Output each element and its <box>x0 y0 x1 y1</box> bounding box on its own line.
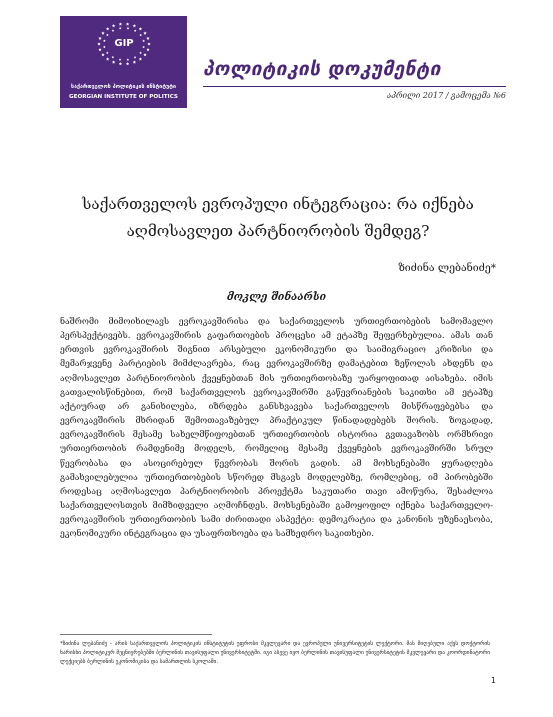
logo-star <box>112 56 115 59</box>
logo-star <box>142 40 145 43</box>
logo-star <box>133 60 136 63</box>
logo-star <box>103 39 106 42</box>
abstract-body: ნაშრომი მიმოიხილავს ევროკავშირისა და საქართველოს ურთიერთობების სამომავლო პერსპექტივებს. ევროკავშირის გაფართოების პროცესი ამ ეტაპზე შეფერხებულია. ამას თან ერთვის ევროკავშირის შიგნით არსებული ეკონომიკური და საიმიგრაციო კრიზისი და მემარჯვენე პარტიების მიმძლავრება, რაც ევროკავშირზე დამატებით ზეწოლას ახდენს და აღმოსავლეთ პარტნიორობის ქვეყნებთან მის ურთიერთობაზე უარყოფითად აისახება. იმის გათვალისწინებით, რომ საქართველოს ევროკავშირში გაწევრიანების საკითხი ამ ეტაპზე აქტიურად არ განიხილება, იზრდება განსხვავება საქართველოს მისწრაფებებსა და ევროკავშირის მხრიდან შემოთავაზებულ პრაქტიკულ წინადადებებს შორის. ზოგადად, ევროკავშირის მესამე სახელმწიფოებთან ურთიერთობის ისტორია გვთავაზობს ორმხრივი ურთიერთობის რამდენიმე მოდელს, რომელიც მესამე ქვეყნების ევროკავშირში სრულ წევრობასა და ასოცირებულ წევრობას შორის გადის. ამ მოხსენებაში ყურადღება გამახვილებულია ურთიერთობების სწორედ მსგავს მოდელებზე, რომლებიც, იმ პირობებში როდესაც აღმოსავლეთ პარტნიორობის პროექტმა საკუთარი თავი ამოწურა, შესაძლოა საქართველოსთვის მიმზიდველი აღმოჩნდეს. მოხსენებაში გამოყოფილ იქნება საქართველო-ევროკავშირის ურთიერთობის სამი ძირითადი ასპექტი: დემოკრატია და კანონის უზენაესობა, ეკონომიკური ინტეგრაცია და უსაფრთხოება და სამხედრო საკითხები. <box>60 317 493 540</box>
logo-star <box>139 27 142 30</box>
footnote-divider <box>60 634 212 635</box>
logo-star <box>106 34 109 37</box>
logo-star <box>119 58 122 61</box>
abstract-heading: მოკლე შინაარსი <box>226 291 327 303</box>
logo-star <box>147 42 150 45</box>
logo-star <box>133 24 136 27</box>
logo-star <box>146 48 149 51</box>
issue-info: აპრილი 2017 / გამოცემა №6 <box>386 91 506 100</box>
logo-star <box>101 31 104 34</box>
header-divider <box>203 86 506 87</box>
logo-star <box>143 53 146 56</box>
title-line-1: საქართველოს ევროპული ინტეგრაცია: რა იქნება <box>82 195 474 213</box>
footnote: *ზიძინა ლებანიძე - არის საქართველოს პოლიტიკის ინსტიტუტის უფროსი მკვლევარი და ევროპული უნივერსიტეტის ლექტორი. მას მიღებული აქვს დოქტორის ხარისხი პოლიტიკურ მეცნიერებებში ბერლინის თავისუფალი უნივერსიტეტში. იგი ასევე იყო ბერლინის თავისუფალი უნივერსიტეტის მკვლევარი და კოორდინატორი ლექციებს ბერლინის ეკონომიკისა და სამართლის სკოლაში. <box>60 641 490 666</box>
logo-star <box>126 62 129 65</box>
logo-star <box>134 56 137 59</box>
logo-star <box>126 22 129 25</box>
logo-star <box>98 48 101 51</box>
logo-star <box>119 22 122 25</box>
logo-star <box>101 53 104 56</box>
logo-star <box>127 58 130 61</box>
logo-star <box>139 34 142 37</box>
logo-star <box>142 46 145 49</box>
logo-star <box>134 29 137 32</box>
logo-star <box>112 24 115 27</box>
logo-star <box>97 42 100 45</box>
logo-star <box>98 37 101 40</box>
logo-star <box>103 46 106 49</box>
logo-star <box>143 31 146 34</box>
logo-name-english: GEORGIAN INSTITUTE OF POLITICS <box>69 94 178 100</box>
logo-star <box>127 27 130 30</box>
logo-star <box>139 52 142 55</box>
logo-star <box>139 57 142 60</box>
logo-star <box>146 37 149 40</box>
document-title <box>60 191 496 245</box>
author-name: ზიძინა ლებანიძე* <box>398 262 496 274</box>
star-circle-icon <box>82 22 166 82</box>
logo-star <box>112 29 115 32</box>
gip-logo <box>60 16 187 108</box>
logo-star <box>106 27 109 30</box>
logo-star <box>112 60 115 63</box>
logo-star <box>106 51 109 54</box>
series-title: პოლიტიკის დოკუმენტი <box>203 58 442 80</box>
logo-mark-text: GIP <box>114 38 134 49</box>
logo-star <box>119 27 122 30</box>
logo-star <box>106 57 109 60</box>
page-number: 1 <box>490 676 496 685</box>
logo-name-georgian: საქართველოს პოლიტიკის ინსტიტუტი <box>71 84 176 90</box>
title-line-2: აღმოსავლეთ პარტნიორობის შემდეგ? <box>126 222 430 240</box>
logo-star <box>119 62 122 65</box>
